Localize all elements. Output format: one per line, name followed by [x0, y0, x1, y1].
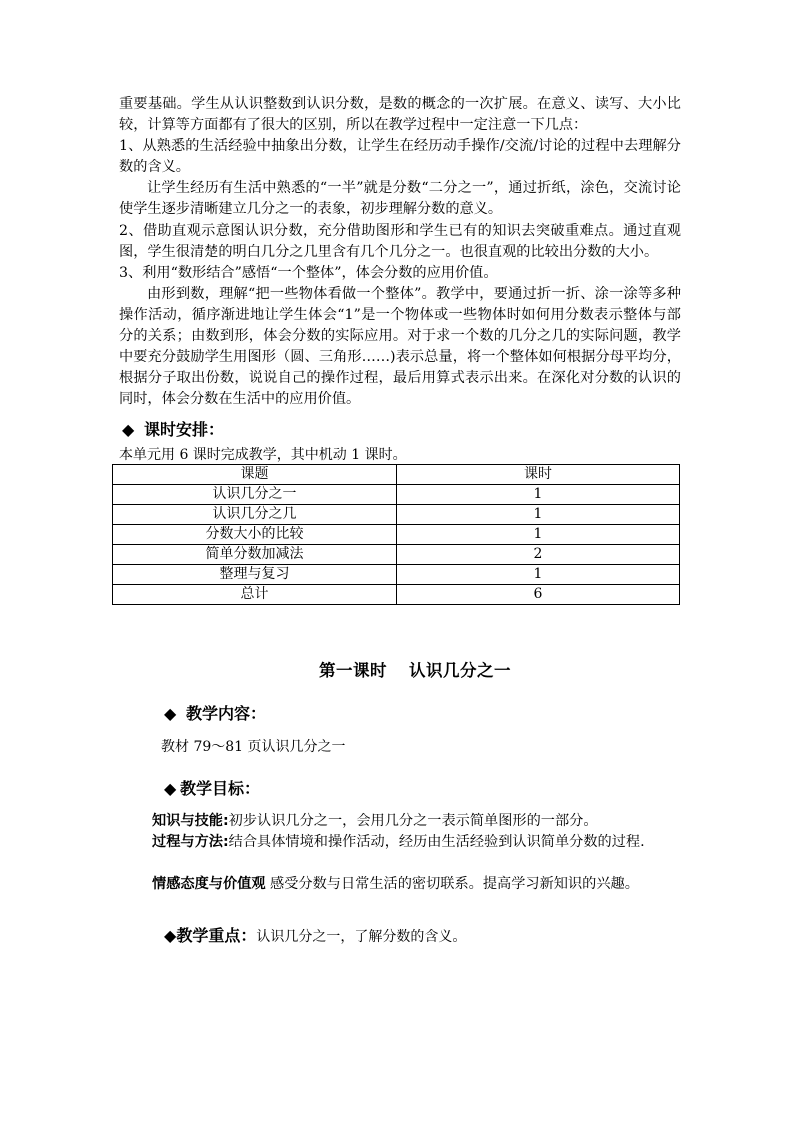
goal-knowledge-label: 知识与技能: [152, 813, 229, 830]
table-row [113, 585, 680, 605]
table-row [113, 525, 680, 545]
table-cell-hours: 1 [397, 565, 680, 585]
focus-heading [164, 926, 256, 945]
focus-line [164, 923, 681, 946]
table-cell-hours: 6 [397, 585, 680, 605]
table-cell-topic: 分数大小的比较 [113, 525, 397, 545]
table-row [113, 545, 680, 565]
focus-heading-text: 教学重点： [176, 926, 257, 946]
schedule-intro: 本单元用 6 课时完成教学，其中机动 1 课时。 [119, 447, 407, 464]
document-page [119, 94, 681, 946]
table-header-row [113, 465, 680, 485]
goals-block [119, 811, 681, 895]
table-header-cell: 课时 [397, 465, 680, 485]
paragraph-intro: 重要基础。学生从认识整数到认识分数，是数的概念的一次扩展。在意义、读写、大小比较，计算等方面都有了很大的区别，所以在教学过程中一定注意一下几点： [119, 96, 681, 134]
paragraph-point-1: 1、从熟悉的生活经验中抽象出分数，让学生在经历动手操作/交流/讨论的过程中去理解分数的含义。 [119, 138, 681, 176]
table-row [113, 505, 680, 525]
lesson-title-part2: 认识几分之一 [409, 661, 511, 681]
table-cell-topic: 认识几分之一 [113, 485, 397, 505]
table-cell-hours: 1 [397, 505, 680, 525]
goals-heading-text: 教学目标： [180, 779, 261, 799]
goal-process [119, 832, 681, 853]
table-cell-hours: 2 [397, 545, 680, 565]
lesson-title-part1: 第一课时 [319, 661, 387, 681]
diamond-bullet-icon: ◆ [164, 704, 177, 724]
paragraph-point-2: 2、借助直观示意图认识分数，充分借助图形和学生已有的知识去突破重难点。通过直观图，学生很清楚的明白几分之几里含有几个几分之一。也很直观的比较出分数的大小。 [119, 222, 681, 260]
table-header-cell: 课题 [113, 465, 397, 485]
paragraph-point-3-detail: 由形到数，理解“把一些物体看做一个整体”。教学中，要通过折一折、涂一涂等多种操作活动，循序渐进地让学生体会“1”是一个物体或一些物体时如何用分数表示整体与部分的关系；由数到形，体会分数的实际应用。对于求一个数的几分之几的实际问题，教学中要充分鼓励学生用图形（圆、三角形……)表示总量，将一个整体如何根据分母平均分，根据分子取出份数，说说自己的操作过程，最后用算式表示出来。在深化对分数的认识的同时，体会分数在生活中的应用价值。 [119, 285, 681, 408]
goals-heading [164, 776, 681, 799]
goal-knowledge [119, 811, 681, 832]
goal-knowledge-text: 初步认识几分之一，会用几分之一表示简单图形的一部分。 [228, 813, 598, 830]
table-cell-topic: 简单分数加减法 [113, 545, 397, 565]
focus-text: 认识几分之一，了解分数的含义。 [256, 929, 467, 946]
table-cell-hours: 1 [397, 485, 680, 505]
diamond-bullet-icon: ◆ [122, 420, 135, 440]
table-row [113, 565, 680, 585]
schedule-table [112, 464, 680, 605]
paragraph-point-1-detail: 让学生经历有生活中熟悉的“一半”就是分数“二分之一”，通过折纸，涂色，交流讨论使学生逐步清晰建立几分之一的表象，初步理解分数的意义。 [119, 180, 681, 218]
schedule-heading [122, 418, 681, 442]
content-heading-text: 教学内容： [186, 704, 267, 724]
table-cell-hours: 1 [397, 525, 680, 545]
content-text: 教材 79～81 页认识几分之一 [161, 739, 346, 756]
goal-process-label: 过程与方法: [152, 834, 229, 851]
content-heading [164, 701, 681, 724]
goal-attitude-label: 情感态度与价值观 [152, 876, 266, 893]
table-row [113, 485, 680, 505]
paragraph-point-3: 3、利用“数形结合”感悟“一个整体”，体会分数的应用价值。 [119, 264, 498, 281]
diamond-bullet-icon: ◆ [164, 926, 177, 946]
table-cell-topic: 认识几分之几 [113, 505, 397, 525]
diamond-bullet-icon: ◆ [164, 779, 177, 799]
goal-attitude-text: 感受分数与日常生活的密切联系。提高学习新知识的兴趣。 [265, 876, 639, 893]
lesson-title [149, 657, 681, 681]
goal-attitude [119, 874, 681, 895]
table-cell-topic: 整理与复习 [113, 565, 397, 585]
table-cell-topic: 总计 [113, 585, 397, 605]
goal-process-text: 结合具体情境和操作活动，经历由生活经验到认识简单分数的过程. [228, 834, 645, 851]
schedule-heading-text: 课时安排： [144, 420, 225, 440]
